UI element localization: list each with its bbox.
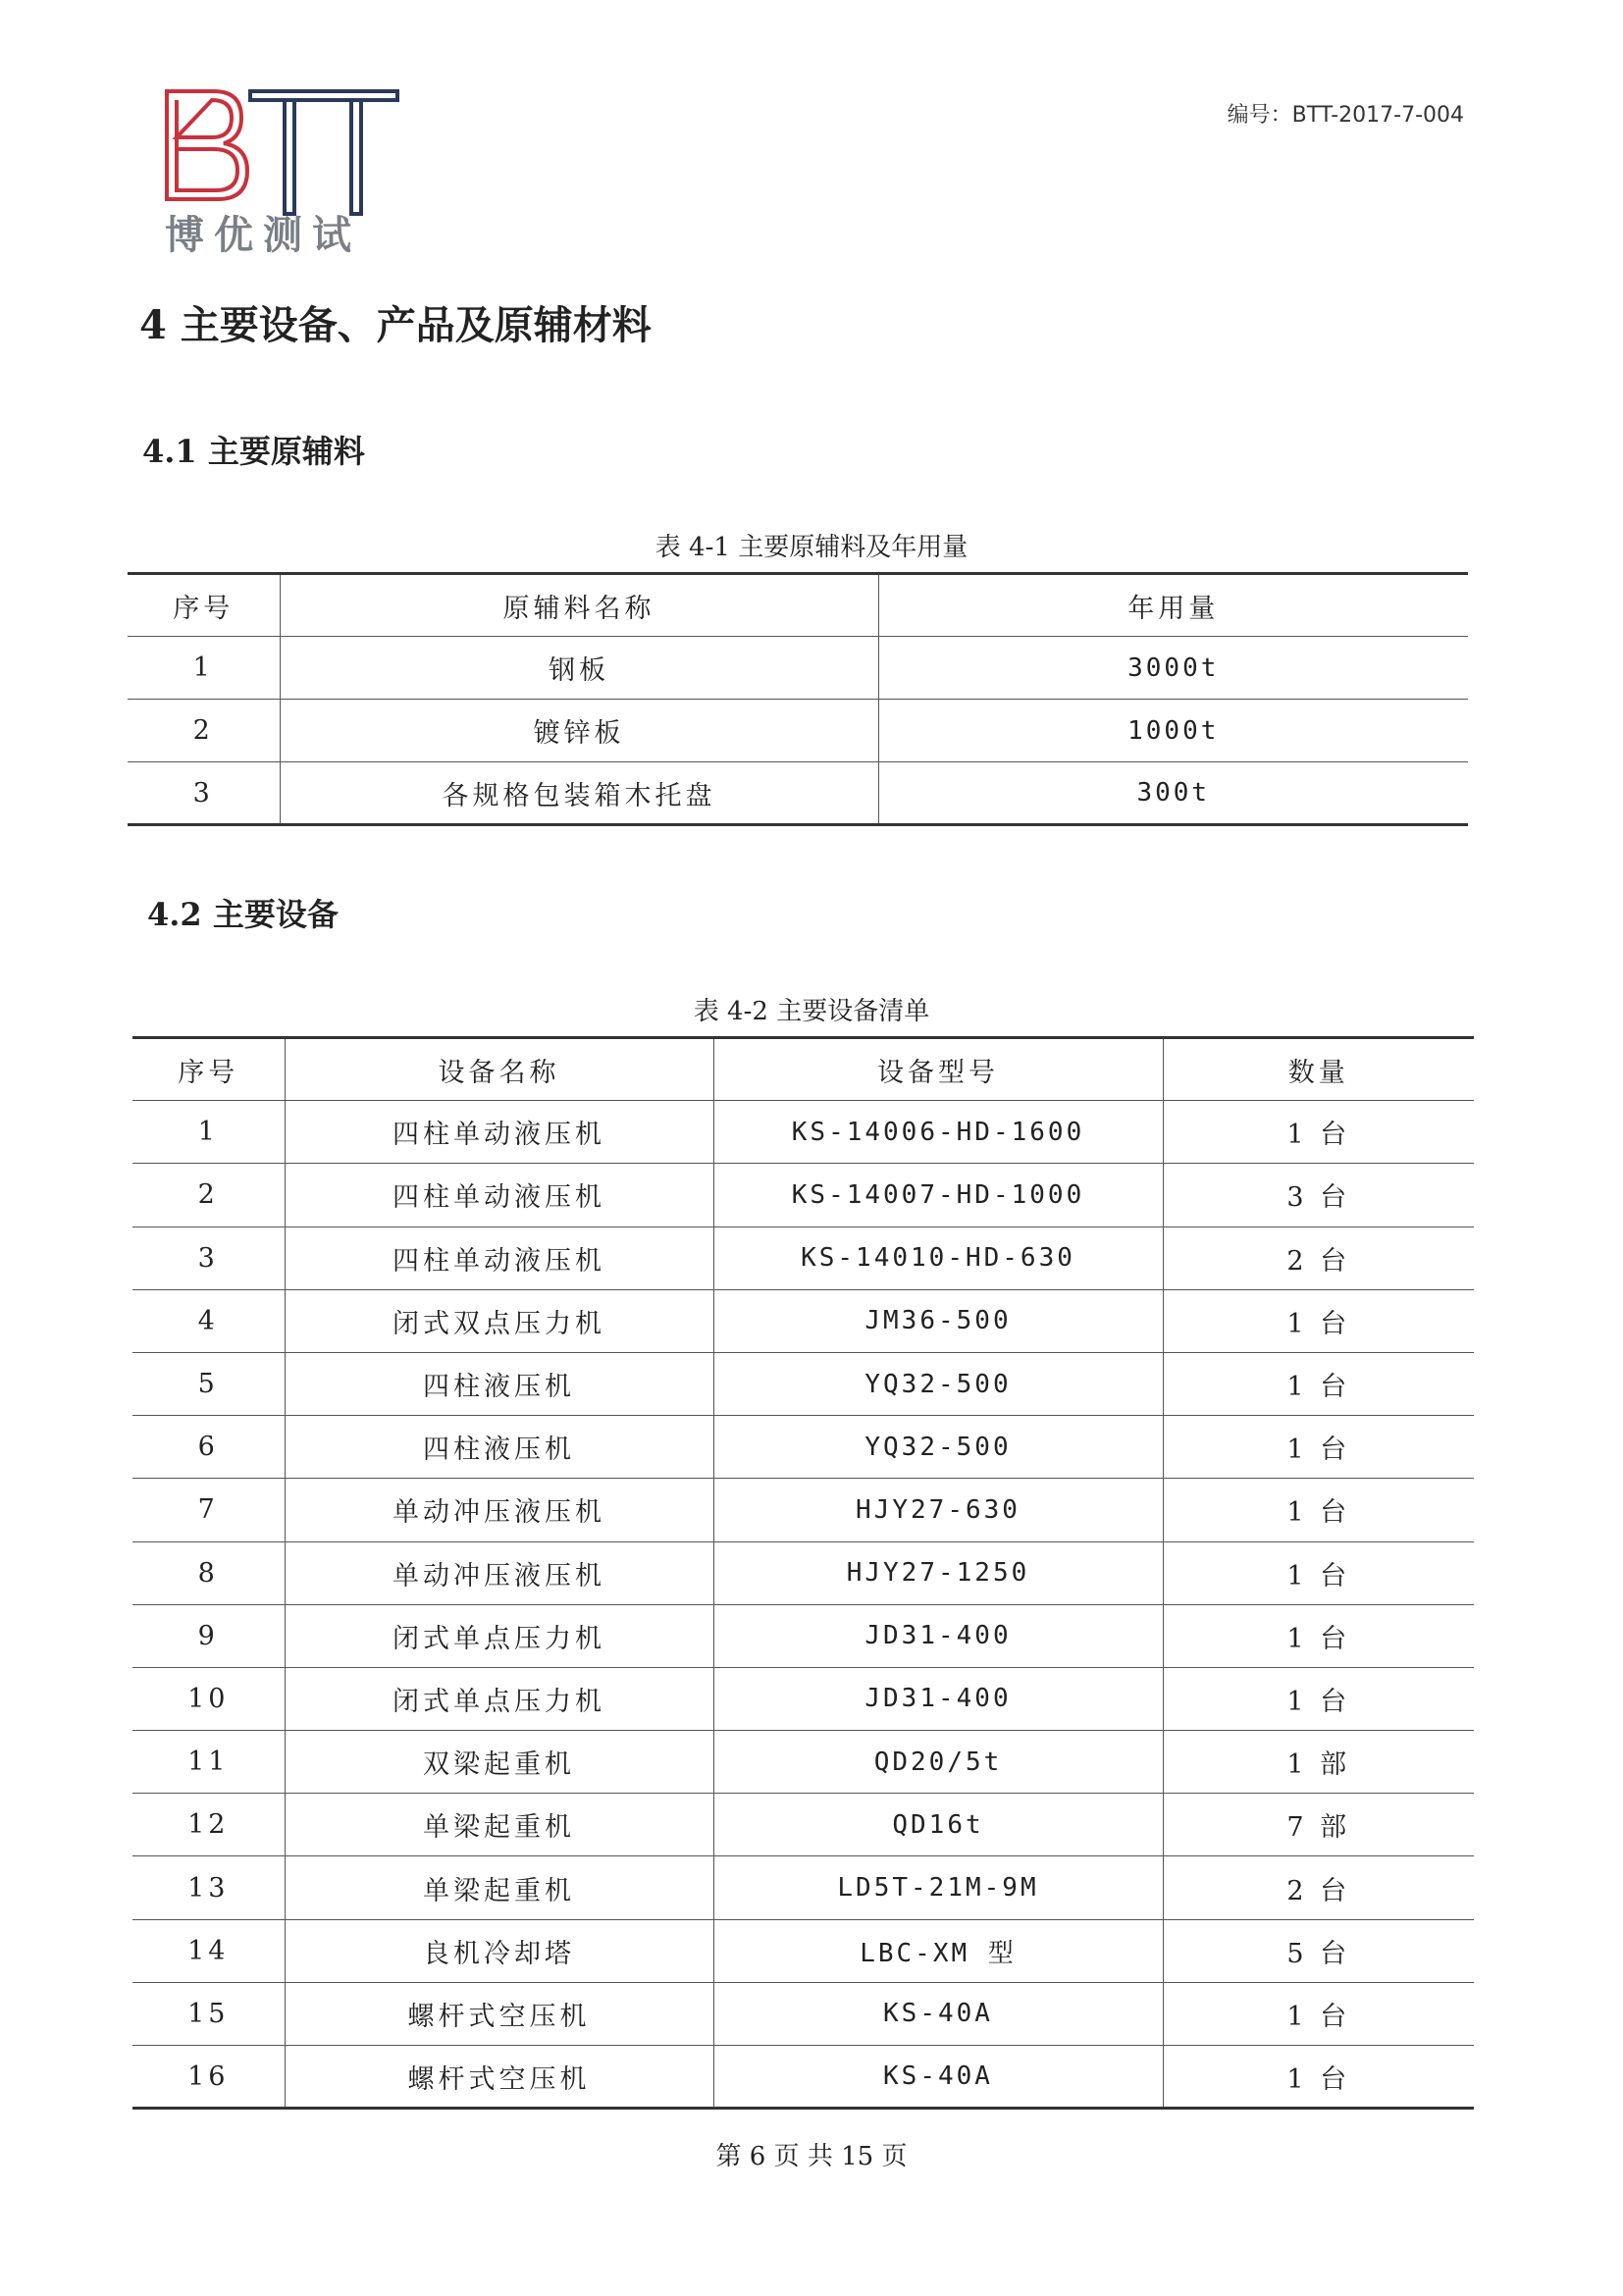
cell-quantity: 5 台	[1163, 1919, 1474, 1982]
cell-model: QD20/5t	[713, 1731, 1163, 1794]
cell-index: 15	[132, 1982, 285, 2045]
table-row	[128, 637, 1468, 700]
table-row	[132, 1416, 1474, 1479]
cell-equipment-name: 四柱单动液压机	[285, 1164, 713, 1226]
cell-equipment-name: 单梁起重机	[285, 1856, 713, 1919]
cell-index: 11	[132, 1731, 285, 1794]
cell-material: 镀锌板	[280, 700, 878, 762]
table-row	[132, 1352, 1474, 1415]
cell-index: 1	[132, 1101, 285, 1164]
cell-index: 1	[128, 637, 280, 700]
table-row	[132, 1982, 1474, 2045]
table-row	[128, 700, 1468, 762]
cell-equipment-name: 单梁起重机	[285, 1794, 713, 1856]
cell-equipment-name: 四柱单动液压机	[285, 1226, 713, 1289]
table1-caption: 表 4-1 主要原辅料及年用量	[654, 533, 969, 562]
cell-model: KS-40A	[713, 1982, 1163, 2045]
table-row	[132, 1794, 1474, 1856]
table-row	[132, 1604, 1474, 1667]
cell-index: 4	[132, 1289, 285, 1352]
cell-index: 2	[128, 700, 280, 762]
header-cell: 设备型号	[713, 1038, 1163, 1101]
cell-model: JD31-400	[713, 1604, 1163, 1667]
cell-quantity: 7 部	[1163, 1794, 1474, 1856]
table-row	[132, 1479, 1474, 1541]
cell-annual-usage: 300t	[878, 762, 1468, 825]
cell-quantity: 1 台	[1163, 1541, 1474, 1604]
cell-equipment-name: 四柱单动液压机	[285, 1101, 713, 1164]
page-footer: 第 6 页 共 15 页	[715, 2142, 908, 2171]
cell-equipment-name: 闭式单点压力机	[285, 1604, 713, 1667]
cell-quantity: 1 台	[1163, 2046, 1474, 2109]
cell-equipment-name: 良机冷却塔	[285, 1919, 713, 1982]
cell-index: 10	[132, 1667, 285, 1730]
cell-quantity: 2 台	[1163, 1856, 1474, 1919]
cell-equipment-name: 闭式双点压力机	[285, 1289, 713, 1352]
cell-equipment-name: 双梁起重机	[285, 1731, 713, 1794]
table-row	[132, 1731, 1474, 1794]
cell-quantity: 1 台	[1163, 1667, 1474, 1730]
cell-equipment-name: 四柱液压机	[285, 1416, 713, 1479]
cell-model: YQ32-500	[713, 1352, 1163, 1415]
table-row	[132, 1856, 1474, 1919]
table-row	[132, 1164, 1474, 1226]
cell-quantity: 1 台	[1163, 1982, 1474, 2045]
cell-quantity: 2 台	[1163, 1226, 1474, 1289]
cell-index: 2	[132, 1164, 285, 1226]
cell-model: QD16t	[713, 1794, 1163, 1856]
cell-model: LBC-XM 型	[713, 1919, 1163, 1982]
cell-index: 12	[132, 1794, 285, 1856]
cell-quantity: 1 台	[1163, 1604, 1474, 1667]
table-row	[128, 762, 1468, 825]
cell-model: KS-14010-HD-630	[713, 1226, 1163, 1289]
cell-model: KS-14006-HD-1600	[713, 1101, 1163, 1164]
header-cell: 原辅料名称	[280, 574, 878, 637]
table-row	[132, 1667, 1474, 1730]
cell-model: YQ32-500	[713, 1416, 1163, 1479]
subsection-title-materials: 4.1 主要原辅料	[142, 433, 365, 470]
cell-quantity: 3 台	[1163, 1164, 1474, 1226]
cell-quantity: 1 台	[1163, 1416, 1474, 1479]
cell-model: KS-40A	[713, 2046, 1163, 2109]
cell-index: 14	[132, 1919, 285, 1982]
cell-equipment-name: 单动冲压液压机	[285, 1479, 713, 1541]
table-row	[132, 1919, 1474, 1982]
header-cell: 设备名称	[285, 1038, 713, 1101]
cell-quantity: 1 部	[1163, 1731, 1474, 1794]
cell-equipment-name: 螺杆式空压机	[285, 2046, 713, 2109]
table-row	[132, 1101, 1474, 1164]
cell-quantity: 1 台	[1163, 1479, 1474, 1541]
equipment-table	[132, 1036, 1474, 2110]
logo-chinese-name: 博优测试	[165, 212, 361, 258]
cell-index: 13	[132, 1856, 285, 1919]
cell-model: HJY27-630	[713, 1479, 1163, 1541]
cell-equipment-name: 闭式单点压力机	[285, 1667, 713, 1730]
cell-model: LD5T-21M-9M	[713, 1856, 1163, 1919]
table-header-row	[128, 574, 1468, 637]
cell-model: JM36-500	[713, 1289, 1163, 1352]
table-header-row	[132, 1038, 1474, 1101]
cell-material: 钢板	[280, 637, 878, 700]
cell-index: 8	[132, 1541, 285, 1604]
cell-model: KS-14007-HD-1000	[713, 1164, 1163, 1226]
cell-index: 3	[132, 1226, 285, 1289]
table-row	[132, 1289, 1474, 1352]
cell-equipment-name: 螺杆式空压机	[285, 1982, 713, 2045]
table-row	[132, 2046, 1474, 2109]
cell-model: JD31-400	[713, 1667, 1163, 1730]
cell-annual-usage: 3000t	[878, 637, 1468, 700]
cell-quantity: 1 台	[1163, 1289, 1474, 1352]
header-cell: 数量	[1163, 1038, 1474, 1101]
materials-table	[128, 572, 1468, 826]
cell-index: 5	[132, 1352, 285, 1415]
section-title: 4 主要设备、产品及原辅材料	[139, 302, 652, 348]
cell-index: 16	[132, 2046, 285, 2109]
cell-quantity: 1 台	[1163, 1101, 1474, 1164]
table-row	[132, 1226, 1474, 1289]
header-cell: 序号	[132, 1038, 285, 1101]
table2-caption: 表 4-2 主要设备清单	[693, 997, 930, 1026]
header-cell: 序号	[128, 574, 280, 637]
cell-index: 7	[132, 1479, 285, 1541]
document-number: 编号：BTT-2017-7-004	[1227, 103, 1464, 128]
header-cell: 年用量	[878, 574, 1468, 637]
cell-model: HJY27-1250	[713, 1541, 1163, 1604]
cell-annual-usage: 1000t	[878, 700, 1468, 762]
cell-index: 9	[132, 1604, 285, 1667]
table-row	[132, 1541, 1474, 1604]
cell-material: 各规格包装箱木托盘	[280, 762, 878, 825]
cell-equipment-name: 四柱液压机	[285, 1352, 713, 1415]
subsection-title-equipment: 4.2 主要设备	[147, 896, 339, 933]
cell-quantity: 1 台	[1163, 1352, 1474, 1415]
cell-index: 3	[128, 762, 280, 825]
cell-index: 6	[132, 1416, 285, 1479]
cell-equipment-name: 单动冲压液压机	[285, 1541, 713, 1604]
